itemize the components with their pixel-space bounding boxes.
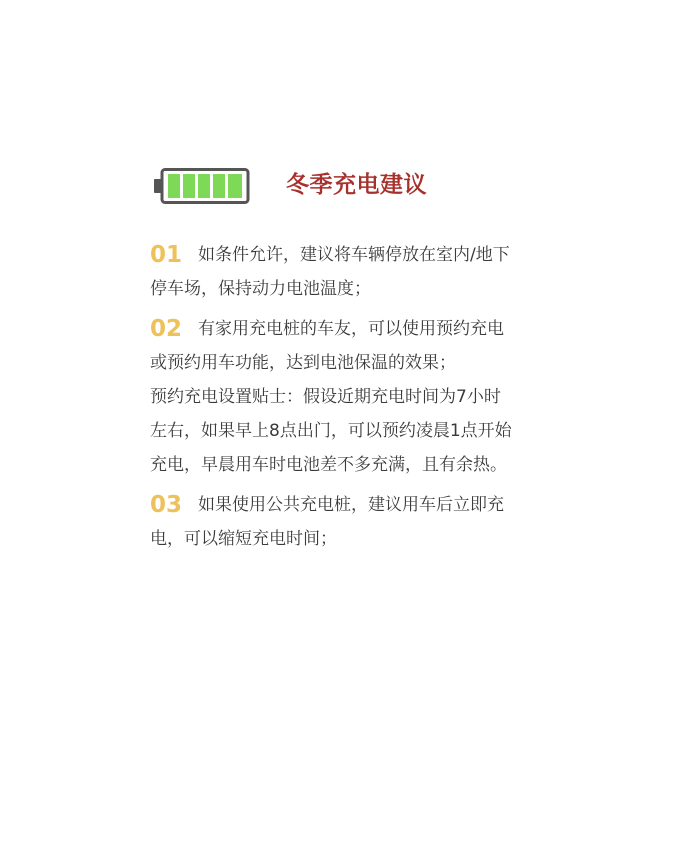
advice-text: 如果使用公共充电桩，建议用车后立即充 <box>198 495 505 515</box>
advice-text: 如条件允许，建议将车辆停放在室内/地下 <box>198 245 510 265</box>
tip-text: 左右，如果早上8点出门，可以预约凌晨1点开始 <box>150 421 512 441</box>
item-number: 02 <box>150 316 183 342</box>
advice-list <box>150 238 570 562</box>
battery-full-icon <box>154 168 250 204</box>
advice-text: 或预约用车功能，达到电池保温的效果； <box>150 353 456 373</box>
advice-text: 有家用充电桩的车友，可以使用预约充电 <box>198 319 505 339</box>
item-number: 01 <box>150 242 183 268</box>
advice-item-03 <box>150 488 570 556</box>
page-title: 冬季充电建议 <box>286 172 427 198</box>
item-number: 03 <box>150 492 183 518</box>
advice-line <box>150 312 570 346</box>
header <box>154 166 574 208</box>
advice-line <box>150 488 570 522</box>
tip-text: 预约充电设置贴士：假设近期充电时间为7小时 <box>150 387 501 407</box>
advice-text: 停车场，保持动力电池温度； <box>150 279 371 299</box>
advice-text: 电，可以缩短充电时间； <box>150 529 337 549</box>
advice-item-01 <box>150 238 570 306</box>
tip-text: 充电，早晨用车时电池差不多充满，且有余热。 <box>150 455 507 475</box>
advice-line <box>150 238 570 272</box>
advice-item-02 <box>150 312 570 482</box>
